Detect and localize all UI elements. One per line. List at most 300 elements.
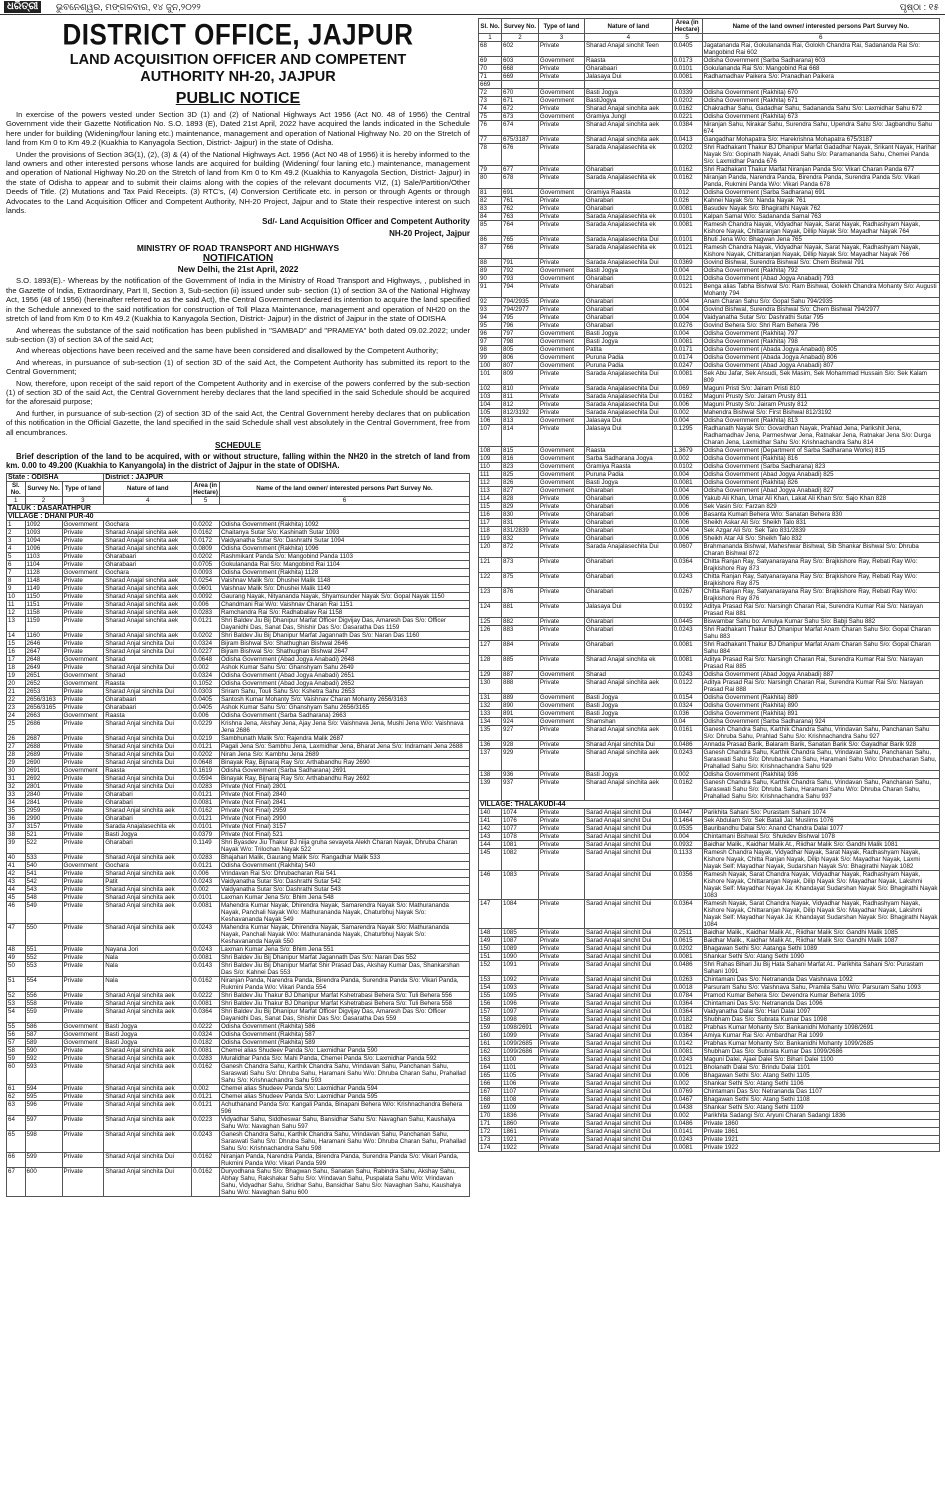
- table-cell: Odisha Government (Sarba Sadharana) 691: [702, 189, 939, 197]
- table-cell: Sarad Anajal sinchit Dui: [585, 976, 673, 984]
- table-cell: 168: [479, 1096, 502, 1104]
- table-cell: 1107: [502, 1088, 539, 1096]
- table-cell: Baidhar Malik., Kaidhar Malik At., Riidhar Malik S/o: Gandhi Malik 1081: [702, 841, 939, 849]
- table-cell: Sarad Anajal sinchit Dui: [585, 984, 673, 992]
- table-cell: 0.0219: [192, 734, 220, 742]
- table-cell: Aditya Prasad Rai S/o: Narsingh Charan Rai, Surendra Kumar Rai S/o: Narayan Prasad Rai 885: [702, 656, 939, 671]
- table-row: [479, 1144, 940, 1152]
- notice-title: DISTRICT OFFICE, JAJPUR: [62, 18, 414, 52]
- table-cell: Odisha Government (Sarba Sadharana) 2691: [219, 766, 469, 774]
- table-cell: Sarad Anajal sinchit Dui: [585, 833, 673, 841]
- table-cell: 142: [479, 825, 502, 833]
- table-cell: 0.0081: [672, 656, 702, 671]
- table-cell: 126: [479, 626, 502, 641]
- table-cell: Private: [538, 953, 584, 961]
- table-cell: 0.0243: [672, 749, 702, 771]
- table-cell: [672, 81, 702, 89]
- table-cell: Private (Not Final) 2959: [219, 806, 469, 814]
- table-cell: Private: [538, 1000, 584, 1008]
- table-cell: Private: [538, 136, 584, 144]
- table-cell: 66: [7, 1152, 26, 1167]
- table-cell: Sarada Anajalasechita ek: [104, 822, 192, 830]
- table-cell: Benga alias Tabha Bishwal S/o: Ram Bishwal, Golekh Chandra Mohanty S/o: Augusti Mohanty 794: [702, 283, 939, 298]
- table-cell: 0.0182: [672, 1024, 702, 1032]
- table-cell: 765: [502, 236, 539, 244]
- table-cell: 0.0405: [672, 42, 702, 57]
- table-cell: Shri Byasdev Jiu Thakur BJ niija gruha sevayeta Alekh Charan Nayak, Dhruba Charan Nayak W/o: Trilochan Nayak 522: [219, 838, 469, 853]
- table-cell: Private: [538, 314, 584, 322]
- table-cell: Niranjan Panda, Narendra Panda, Birendra Panda, Surendra Panda S/o: Vikari Panda, Rukmini Panda W/o: Vikari Panda 554: [219, 976, 469, 991]
- table-cell: 0.002: [672, 1112, 702, 1120]
- table-cell: 928: [502, 741, 539, 749]
- table-cell: 25: [7, 719, 26, 734]
- table-cell: 35: [7, 806, 26, 814]
- table-cell: 136: [479, 741, 502, 749]
- table-row: [479, 702, 940, 710]
- table-cell: Nala: [104, 953, 192, 961]
- table-header-row: [479, 19, 940, 34]
- table-cell: Private: [62, 830, 104, 838]
- table-cell: 0.0081: [672, 205, 702, 213]
- table-cell: Private: [538, 779, 584, 801]
- table-cell: Sarad Anajal sinchit Dui: [585, 809, 673, 817]
- table-row: [479, 259, 940, 267]
- table-cell: Vaidyanatha Sutar S/o: Dashrathi Sutar 543: [219, 885, 469, 893]
- table-row: [479, 1112, 940, 1120]
- table-cell: Raasta: [585, 57, 673, 65]
- table-cell: 0.0324: [192, 671, 220, 679]
- table-row: [7, 1030, 470, 1038]
- table-cell: 0.0243: [672, 573, 702, 588]
- table-cell: Private: [538, 1136, 584, 1144]
- table-cell: 764: [502, 221, 539, 236]
- table-cell: Private: [62, 560, 104, 568]
- table-cell: 75: [479, 113, 502, 121]
- table-row: [479, 841, 940, 849]
- table-cell: Shankar Sethi S/o: Atang Sethi 1106: [702, 1080, 939, 1088]
- right-column: [478, 18, 940, 1498]
- table-cell: 49: [7, 953, 26, 961]
- table-cell: 77: [479, 136, 502, 144]
- table-row: [479, 221, 940, 236]
- table-cell: 157: [479, 1008, 502, 1016]
- table-cell: Sarad Anajal sinchit Dui: [585, 841, 673, 849]
- table-row: [479, 900, 940, 929]
- table-cell: Chakradhar Sahu, Gadadhar Sahu, Sadananda Sahu S/o: Laxmidhar Sahu 672: [702, 105, 939, 113]
- table-cell: 0.0243: [672, 1056, 702, 1064]
- table-cell: 147: [479, 900, 502, 929]
- table-cell: 0.0154: [672, 694, 702, 702]
- table-cell: Sarada Anajalasechita ek: [585, 144, 673, 166]
- table-cell: Bhagawan Sethi S/o: Atang Sethi 1105: [702, 1072, 939, 1080]
- table-row: [479, 603, 940, 618]
- table-cell: Shri Baldev Jiu Bij Dhanipur Marfat Shir Prasad Das, Akshay Kumar Das, Shankarshan Das S/o: Kahnei Das 553: [219, 961, 469, 976]
- table-cell: 161: [479, 1040, 502, 1048]
- table-cell: Private: [538, 679, 584, 694]
- table-cell: 0.0467: [672, 1096, 702, 1104]
- table-cell: 592: [25, 1054, 62, 1062]
- table-cell: Odisha Government (Rakhita) 587: [219, 1030, 469, 1038]
- table-cell: 0.0607: [672, 543, 702, 558]
- table-cell: 670: [502, 89, 539, 97]
- table-cell: 70: [479, 65, 502, 73]
- table-cell: Private: [538, 1128, 584, 1136]
- table-cell: Gharabari: [585, 519, 673, 527]
- table-cell: 0.0081: [672, 1048, 702, 1056]
- table-cell: 0.1619: [192, 766, 220, 774]
- table-cell: Private: [538, 527, 584, 535]
- table-cell: Chemei alias Shudeev Panda S/o: Laxmidhar Panda 590: [219, 1046, 469, 1054]
- table-cell: Private: [62, 742, 104, 750]
- table-cell: Sarad Anajal sinchit Dui: [585, 1128, 673, 1136]
- table-cell: 796: [502, 322, 539, 330]
- table-cell: Sarad Anajal sinchit Dui: [585, 992, 673, 1000]
- table-cell: 81: [479, 189, 502, 197]
- table-cell: Government: [538, 275, 584, 283]
- table-row: [479, 455, 940, 463]
- table-cell: 0.0192: [672, 603, 702, 618]
- table-cell: Nala: [104, 961, 192, 976]
- table-row: [7, 877, 470, 885]
- table-cell: 0.0202: [192, 552, 220, 560]
- table-cell: 797: [502, 330, 539, 338]
- table-cell: 889: [502, 694, 539, 702]
- table-cell: 761: [502, 197, 539, 205]
- table-cell: 0.0229: [192, 719, 220, 734]
- notification-heading: NOTIFICATION: [202, 253, 274, 265]
- table-cell: Sarada Anajalasechita Dui: [585, 409, 673, 417]
- table-cell: Parsuram Sahu S/o: Vaishnava Sahu, Pramila Sahu W/o: Parsuram Sahu 1093: [702, 984, 939, 992]
- table-cell: 55: [7, 1022, 26, 1030]
- table-cell: 794: [502, 283, 539, 298]
- table-row: [7, 766, 470, 774]
- table-row: [7, 1115, 470, 1130]
- table-cell: Vaidyanatha Sutar S/o: Dashrathi Sutar 542: [219, 877, 469, 885]
- table-cell: Shri Rahas Bihari Jiu Bij Hata Sahani Marfat At.. Parikhita Sahani S/o: Purastam Sahani 1091: [702, 961, 939, 976]
- table-cell: 814: [502, 425, 539, 447]
- table-cell: 1099/2686: [502, 1048, 539, 1056]
- table-row: [7, 1046, 470, 1054]
- table-cell: 533: [25, 853, 62, 861]
- table-cell: Jalasaya Dui: [585, 73, 673, 81]
- table-cell: Private: [538, 626, 584, 641]
- table-cell: Private: [538, 871, 584, 900]
- table-cell: Ganesh Chandra Sahu, Karthik Chandra Sahu, Vrindavan Sahu, Panchanan Sahu, Saraswati Sahu S/o: Dhruba Sahu, Haramani Sahu W/o: Dhruba Charan Sahu, Prahallad Sahu S/o: Krishnachandra Sahu 937: [702, 779, 939, 801]
- table-cell: 936: [502, 771, 539, 779]
- table-cell: 1.3679: [672, 447, 702, 455]
- table-cell: 0.0303: [192, 687, 220, 695]
- table-cell: Sharad Anjal sinchita Dui: [585, 741, 673, 749]
- schedule-description: Brief description of the land to be acquired, with or without structure, falling within the NH20 in the stretch of land from km. 0.00 to 49.200 (Kuakhia to Kanyangola) in the district of Jajpur in the state of ODISHA.: [6, 451, 470, 471]
- table-cell: 36: [7, 814, 26, 822]
- table-cell: Sarad Anajal sinchit Dui: [585, 1024, 673, 1032]
- table-cell: 2: [7, 528, 26, 536]
- table-cell: 108: [479, 447, 502, 455]
- table-cell: 106: [479, 417, 502, 425]
- table-cell: Shri Baldev Jiu Bij Dhanipur Marfat Officer Digvijay Das, Amaresh Das S/o: Officer Dayanidhi Das, Sanat Das, Shishir Das S/o: Dasaratha Das 1159: [219, 616, 469, 631]
- table-cell: Bhajahari Malik, Gaurang Malik S/o: Rangadhar Malik 533: [219, 853, 469, 861]
- table-cell: Ashok Kumar Sahu S/o: Ghanshyam Sahu 2656/3165: [219, 703, 469, 711]
- table-cell: 59: [7, 1054, 26, 1062]
- table-cell: Pagali Jena S/o: Sambhu Jena, Laxmidhar Jena, Bharat Jena S/o: Indramani Jena 2688: [219, 742, 469, 750]
- table-cell: 0.0223: [192, 1115, 220, 1130]
- table-cell: 1092: [502, 976, 539, 984]
- table-cell: Sarad Anajal sinchit Dui: [585, 937, 673, 945]
- table-cell: 0.0243: [192, 1130, 220, 1152]
- table-cell: Private: [62, 695, 104, 703]
- table-row: [479, 1072, 940, 1080]
- table-cell: 595: [25, 1092, 62, 1100]
- table-cell: 134: [479, 718, 502, 726]
- column-number-row: [7, 496, 470, 504]
- table-cell: 0.0142: [672, 1040, 702, 1048]
- table-cell: Basti Jogya: [585, 771, 673, 779]
- table-row: [7, 1092, 470, 1100]
- table-cell: 145: [479, 849, 502, 871]
- table-cell: Private: [62, 814, 104, 822]
- table-cell: 0.0594: [192, 774, 220, 782]
- table-cell: 3157: [25, 822, 62, 830]
- table-cell: Raasta: [104, 679, 192, 687]
- table-row: [479, 671, 940, 679]
- table-cell: 57: [7, 1038, 26, 1046]
- table-cell: 2686: [25, 719, 62, 734]
- table-cell: Government: [538, 330, 584, 338]
- table-cell: 826: [502, 479, 539, 487]
- table-cell: Private 1922: [702, 1144, 939, 1152]
- table-cell: 0.002: [192, 1084, 220, 1092]
- table-cell: 1098/2691: [502, 1024, 539, 1032]
- table-row: [7, 953, 470, 961]
- table-row: [7, 806, 470, 814]
- table-cell: 0.0172: [192, 536, 220, 544]
- table-cell: Private: [538, 1016, 584, 1024]
- table-row: [7, 991, 470, 999]
- table-cell: Gharabari: [585, 527, 673, 535]
- village-label: VILLAGE : DHANI PUR-40: [7, 512, 470, 520]
- table-cell: 0.002: [192, 663, 220, 671]
- table-cell: 166: [479, 1080, 502, 1088]
- table-cell: Private: [538, 1064, 584, 1072]
- table-cell: 28: [7, 750, 26, 758]
- col-header: Survey No.: [502, 19, 539, 34]
- table-cell: Sarada Anajalasechita Dui: [585, 401, 673, 409]
- table-cell: Odisha Government (Rakhita) 586: [219, 1022, 469, 1030]
- table-cell: 600: [25, 1167, 62, 1196]
- table-cell: 88: [479, 259, 502, 267]
- col-number: 5: [672, 34, 702, 42]
- table-cell: Sheikh Askar Ali S/o: Sheikh Talo 831: [702, 519, 939, 527]
- table-cell: 794/2935: [502, 298, 539, 306]
- table-cell: Niranjan Sahu, Nirakar Sahu, Surendra Sahu, Upendra Sahu S/o: Jagbandhu Sahu 674: [702, 121, 939, 136]
- table-cell: 123: [479, 588, 502, 603]
- table-cell: 549: [25, 901, 62, 923]
- table-cell: Sarad Anajal sinchit Dui: [585, 1104, 673, 1112]
- table-cell: 1149: [25, 584, 62, 592]
- table-cell: 1085: [502, 929, 539, 937]
- table-cell: Odisha Government (Rakhita) 890: [702, 702, 939, 710]
- table-cell: 927: [502, 726, 539, 741]
- table-cell: 0.0384: [672, 121, 702, 136]
- table-cell: 0.0221: [672, 113, 702, 121]
- table-cell: 96: [479, 330, 502, 338]
- table-row: [479, 385, 940, 393]
- table-cell: Private: [538, 283, 584, 298]
- table-cell: 98: [479, 346, 502, 354]
- table-cell: Sharad Anjal sinchita Dui: [104, 742, 192, 750]
- table-cell: Sharad Anajal sinchita aek: [585, 779, 673, 801]
- table-cell: Government: [538, 479, 584, 487]
- table-cell: 553: [25, 961, 62, 976]
- table-cell: 594: [25, 1084, 62, 1092]
- col-number: 3: [62, 496, 104, 504]
- table-cell: Jagatananda Rai, Gokulananda Rai, Golokh Chandra Rai, Sadananda Rai S/o: Mangobind Rai 602: [702, 42, 939, 57]
- table-cell: Government: [538, 702, 584, 710]
- table-cell: Basti Jogya: [104, 1038, 192, 1046]
- table-cell: 7: [7, 568, 26, 576]
- table-cell: Parikhita Sadangi S/o: Aryuni Charan Sadangi 1836: [702, 1112, 939, 1120]
- table-cell: 0.0364: [672, 900, 702, 929]
- table-cell: 1077: [502, 825, 539, 833]
- table-cell: 0.0121: [672, 283, 702, 298]
- table-cell: Ashok Kumar Sahu S/o: Ghanshyam Sahu 2649: [219, 663, 469, 671]
- table-cell: 542: [25, 877, 62, 885]
- table-cell: 810: [502, 385, 539, 393]
- table-row: [479, 65, 940, 73]
- table-cell: Private: [538, 573, 584, 588]
- table-cell: Maguni Prusty S/o: Jairam Prusty 811: [702, 393, 939, 401]
- table-cell: 117: [479, 519, 502, 527]
- table-cell: Sarad Anajal sinchit Dui: [585, 1016, 673, 1024]
- table-cell: 26: [7, 734, 26, 742]
- table-cell: 589: [25, 1038, 62, 1046]
- table-cell: Radhanath Nayak S/o: Govardhan Nayak, Prahlad Jena, Parikshit Jena, Radhamadhav Jena, Parmeshwar Jena, Ratnakar Jena, Ratnakar Jena S/o: Durga Charan Jena, Laxmidhar Sahu S/o: Krishnachandra Sahu 814: [702, 425, 939, 447]
- table-row: [7, 536, 470, 544]
- table-cell: Private: [538, 1120, 584, 1128]
- table-row: [479, 144, 940, 166]
- table-cell: 1098: [502, 1016, 539, 1024]
- table-row: [7, 734, 470, 742]
- table-cell: Private: [538, 1008, 584, 1016]
- table-cell: 2959: [25, 806, 62, 814]
- table-cell: Sharad Anjal sinchita aek: [104, 885, 192, 893]
- table-row: [7, 711, 470, 719]
- table-cell: [585, 81, 673, 89]
- table-cell: Ganesh Chandra Sahu, Karthik Chandra Sahu, Vrindavan Sahu, Panchanan Sahu S/o: Dhruba Sahu, Prahlad Sahu S/o: Krishnachandra Sahu 927: [702, 726, 939, 741]
- table-cell: 0.0263: [672, 976, 702, 984]
- table-cell: 80: [479, 174, 502, 189]
- table-cell: Shri Radhakant Thakur BJ Dhanipur Marfat Anam Charan Sahu S/o: Gopal Charan Sahu 884: [702, 641, 939, 656]
- table-cell: 45: [7, 893, 26, 901]
- village-label-2: VILLAGE: THALAKUDI-44: [479, 801, 940, 809]
- notice-subtitle-2: AUTHORITY NH-20, JAJPUR: [140, 69, 336, 85]
- col-header: Type of land: [62, 481, 104, 496]
- table-cell: 2690: [25, 758, 62, 766]
- table-cell: Mahendra Bishwal S/o: First Bishwal 812/3192: [702, 409, 939, 417]
- table-cell: 2646: [25, 639, 62, 647]
- table-row: [7, 544, 470, 552]
- table-cell: Sarad Anajal sinchit Dui: [585, 871, 673, 900]
- table-row: [7, 853, 470, 861]
- table-cell: 169: [479, 1104, 502, 1112]
- table-row: [7, 687, 470, 695]
- table-cell: Achuthanand Panda S/o: Kangali Panda, Binapani Behera W/o: Krishnachandra Behera 596: [219, 1100, 469, 1115]
- table-cell: 133: [479, 710, 502, 718]
- table-cell: Gharabari: [585, 558, 673, 573]
- table-cell: 31: [7, 774, 26, 782]
- table-cell: 558: [25, 999, 62, 1007]
- table-cell: Government: [62, 711, 104, 719]
- column-number-row: [479, 34, 940, 42]
- table-cell: Private: [538, 409, 584, 417]
- table-cell: Gharabaari: [104, 552, 192, 560]
- table-cell: 22: [7, 695, 26, 703]
- table-cell: Baidhar Malik., Kaidhar Malik At., Riidhar Malik S/o: Gandhi Malik 1087: [702, 937, 939, 945]
- table-cell: 2651: [25, 671, 62, 679]
- table-cell: 0.0162: [672, 779, 702, 801]
- table-row: [7, 885, 470, 893]
- table-cell: Basti Jogya: [585, 479, 673, 487]
- table-cell: 0.004: [672, 267, 702, 275]
- table-cell: 1082: [502, 849, 539, 871]
- table-cell: Sharad Anajal sinchita aek: [104, 544, 192, 552]
- table-cell: 872: [502, 543, 539, 558]
- table-cell: Government: [538, 354, 584, 362]
- table-cell: 1128: [25, 568, 62, 576]
- table-cell: 0.002: [192, 885, 220, 893]
- table-cell: 65: [7, 1130, 26, 1152]
- table-row: [479, 244, 940, 259]
- table-cell: 160: [479, 1032, 502, 1040]
- table-cell: 0.0121: [192, 742, 220, 750]
- table-cell: 16: [7, 647, 26, 655]
- table-cell: 0.0202: [672, 945, 702, 953]
- table-row: [479, 306, 940, 314]
- table-cell: Shamshan: [585, 718, 673, 726]
- table-row: [7, 869, 470, 877]
- table-cell: 2689: [25, 750, 62, 758]
- table-cell: 813: [502, 417, 539, 425]
- table-cell: Shubham Das S/o: Subrata Kumar Das 1098: [702, 1016, 939, 1024]
- table-cell: Sarad Anajal sinchit Dui: [585, 945, 673, 953]
- table-cell: 0.0182: [672, 1016, 702, 1024]
- table-cell: 33: [7, 790, 26, 798]
- table-cell: Basti Jogya: [104, 830, 192, 838]
- table-cell: Odisha Government (Rakhita) 826: [702, 479, 939, 487]
- table-cell: Private: [62, 1092, 104, 1100]
- table-cell: Sarad Anajal sinchit Dui: [585, 849, 673, 871]
- table-cell: 1093: [25, 528, 62, 536]
- table-cell: Gharabari: [585, 618, 673, 626]
- table-cell: Private: [62, 1054, 104, 1062]
- table-row: [479, 205, 940, 213]
- table-cell: Sharad Anjal sinchita aek: [104, 869, 192, 877]
- table-cell: Ramesh Nayak, Sarat Chandra Nayak, Vidyadhar Nayak, Radhashyam Nayak, Kishore Nayak, Chittaranjan Nayak, Dilip Nayak S/o: Mayadhar Nayak, Lakshmi Nayak Self: Mayadhar Nayak Ja: Khandayat Sudarshan Nayak S/o: Bhagirathi Nayak 1083: [702, 871, 939, 900]
- table-row: [7, 616, 470, 631]
- table-cell: 0.004: [672, 527, 702, 535]
- table-cell: 115: [479, 503, 502, 511]
- table-cell: 0.0486: [672, 741, 702, 749]
- table-cell: Sharad Anjal sinchita aek: [104, 1092, 192, 1100]
- table-cell: Sarad Anajal sinchit Dui: [585, 1056, 673, 1064]
- table-cell: Odisha Government (Rakhita) 670: [702, 89, 939, 97]
- table-cell: 173: [479, 1136, 502, 1144]
- table-cell: 602: [502, 42, 539, 57]
- table-cell: Private: [538, 825, 584, 833]
- table-cell: 0.006: [672, 535, 702, 543]
- table-row: [479, 718, 940, 726]
- table-cell: Private: [62, 536, 104, 544]
